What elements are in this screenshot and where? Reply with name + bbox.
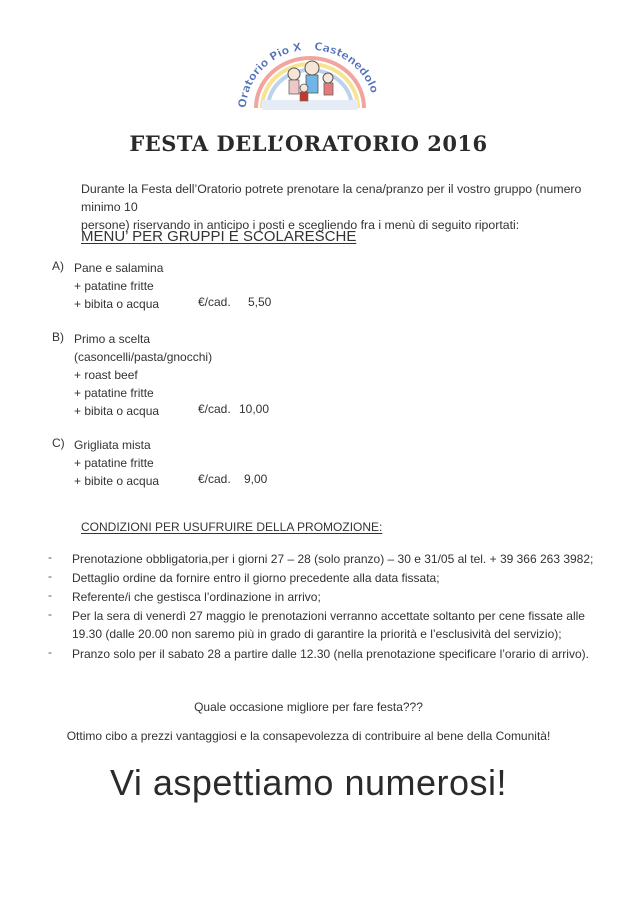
intro-line: Durante la Festa dell’Oratorio potrete prenotare la cena/pranzo per il vostro gruppo (numero minimo 10 bbox=[81, 182, 582, 214]
price-value: 5,50 bbox=[248, 295, 272, 309]
bullet: - bbox=[48, 607, 52, 621]
menu-line: Primo a scelta bbox=[74, 332, 151, 346]
tagline-question: Quale occasione migliore per fare festa??? bbox=[194, 700, 423, 714]
menu-letter: B) bbox=[52, 330, 64, 344]
menu-letter: A) bbox=[52, 259, 64, 273]
price-unit: €/cad. bbox=[198, 295, 231, 309]
menu-line: Pane e salamina bbox=[74, 261, 164, 275]
menu-line: Grigliata mista bbox=[74, 438, 151, 452]
bullet: - bbox=[48, 588, 52, 602]
page-title: FESTA DELL’ORATORIO 2016 bbox=[129, 131, 488, 156]
logo-graphic bbox=[232, 42, 388, 112]
bullet: - bbox=[48, 645, 52, 659]
condition-text: Pranzo solo per il sabato 28 a partire dalle 12.30 (nella prenotazione specificare l’orario di arrivo). bbox=[72, 647, 589, 661]
condition-text: Per la sera di venerdì 27 maggio le prenotazioni verranno accettate soltanto per cene fissate alle bbox=[72, 609, 585, 623]
menu-heading: MENU’ PER GRUPPI E SCOLARESCHE bbox=[81, 228, 357, 245]
menu-line: (casoncelli/pasta/gnocchi) bbox=[74, 350, 213, 364]
menu-line: + bibita o acqua bbox=[74, 297, 160, 311]
price-value: 10,00 bbox=[239, 402, 270, 416]
condition-text: Referente/i che gestisca l’ordinazione in arrivo; bbox=[72, 590, 321, 604]
price-value: 9,00 bbox=[244, 472, 268, 486]
menu-line: + patatine fritte bbox=[74, 279, 154, 293]
menu-line: + bibita o acqua bbox=[74, 404, 160, 418]
price-unit: €/cad. bbox=[198, 472, 231, 486]
condition-text: Prenotazione obbligatoria,per i giorni 27 – 28 (solo pranzo) – 30 e 31/05 al tel. + 39 366 263 3982; bbox=[72, 552, 594, 566]
tagline-statement: Ottimo cibo a prezzi vantaggiosi e la consapevolezza di contribuire al bene della Comunità! bbox=[66, 729, 551, 743]
condition-text: Dettaglio ordine da fornire entro il giorno precedente alla data fissata; bbox=[72, 571, 440, 585]
intro-line: persone) riservando in anticipo i posti e scegliendo fra i menù di seguito riportati: bbox=[81, 218, 520, 232]
svg-text:Oratorio Pio X: Oratorio Pio X bbox=[235, 42, 303, 109]
closing-message: Vi aspettiamo numerosi! bbox=[109, 762, 508, 803]
oratorio-logo bbox=[232, 42, 388, 112]
menu-line: + roast beef bbox=[74, 368, 138, 382]
bullet: - bbox=[48, 550, 52, 564]
condition-text: 19.30 (dalle 20.00 non saremo più in grado di garantire la priorità e l’esclusività del servizio); bbox=[72, 627, 562, 641]
intro-paragraph bbox=[81, 180, 601, 234]
menu-line: + patatine fritte bbox=[74, 456, 154, 470]
bullet: - bbox=[48, 569, 52, 583]
svg-text:Castenedolo: Castenedolo bbox=[313, 42, 382, 95]
menu-line: + bibite o acqua bbox=[74, 474, 160, 488]
price-unit: €/cad. bbox=[198, 402, 231, 416]
menu-line: + patatine fritte bbox=[74, 386, 154, 400]
menu-letter: C) bbox=[52, 436, 65, 450]
conditions-heading: CONDIZIONI PER USUFRUIRE DELLA PROMOZIONE: bbox=[81, 520, 383, 534]
